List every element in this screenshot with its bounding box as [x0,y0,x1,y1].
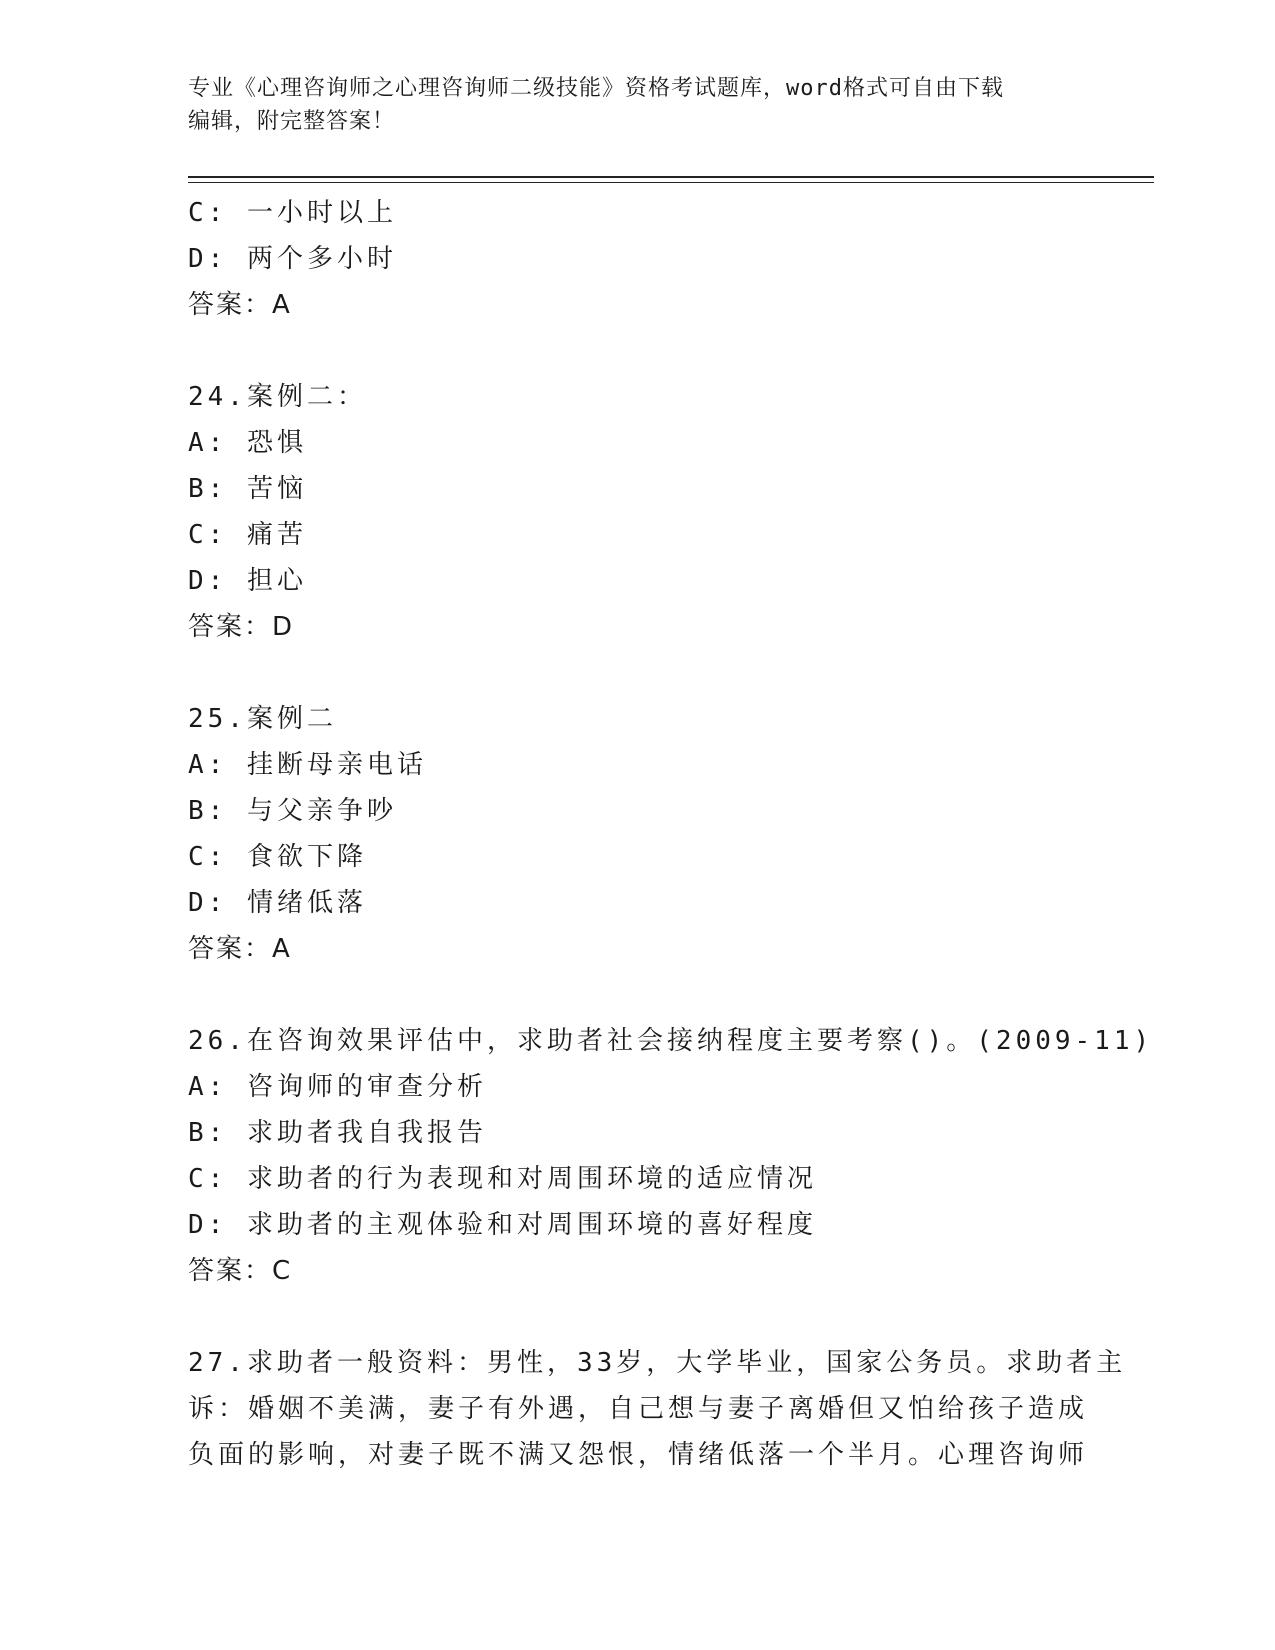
option-c: C: 痛苦 [188,520,307,550]
document-header [188,72,1088,138]
question-24 [188,374,1088,650]
spacer [188,972,1088,1018]
header-line-2: 编辑，附完整答案！ [188,109,396,134]
question-26 [188,1018,1154,1294]
header-divider-thick [188,176,1154,178]
spacer [188,1294,1088,1340]
question-stem-line-1: 27.求助者一般资料：男性，33岁，大学毕业，国家公务员。求助者主 [188,1348,1127,1378]
header-divider-thin [188,182,1154,183]
spacer [188,650,1088,696]
answer-line: 答案：A [188,934,292,964]
option-b: B: 求助者我自我报告 [188,1118,487,1148]
option-b: B: 与父亲争吵 [188,796,397,826]
question-stem: 26.在咨询效果评估中，求助者社会接纳程度主要考察()。(2009-11) [188,1026,1154,1056]
option-a: A: 咨询师的审查分析 [188,1072,487,1102]
header-line-1: 专业《心理咨询师之心理咨询师二级技能》资格考试题库，word格式可自由下载 [188,76,1004,101]
option-d: D: 担心 [188,566,307,596]
option-c: C: 食欲下降 [188,842,367,872]
option-b: B: 苦恼 [188,474,307,504]
option-c: C: 求助者的行为表现和对周围环境的适应情况 [188,1164,817,1194]
answer-line: 答案：A [188,290,292,320]
question-stem-line-2: 诉：婚姻不美满，妻子有外遇，自己想与妻子离婚但又怕给孩子造成 [188,1394,1089,1424]
spacer [188,328,1088,374]
question-stem: 24.案例二： [188,382,367,412]
question-stem: 25.案例二 [188,704,337,734]
answer-line: 答案：C [188,1256,293,1286]
option-d: D: 求助者的主观体验和对周围环境的喜好程度 [188,1210,817,1240]
answer-line: 答案：D [188,612,295,642]
option-a: A: 挂断母亲电话 [188,750,427,780]
option-d: D: 两个多小时 [188,244,397,274]
question-stem-line-3: 负面的影响，对妻子既不满又怨恨，情绪低落一个半月。心理咨询师 [188,1440,1089,1470]
question-list [188,190,1154,1478]
option-c: C: 一小时以上 [188,198,397,228]
question-25 [188,696,1088,972]
option-d: D: 情绪低落 [188,888,367,918]
question-23-tail [188,190,1088,328]
question-27 [188,1340,1127,1478]
option-a: A: 恐惧 [188,428,307,458]
